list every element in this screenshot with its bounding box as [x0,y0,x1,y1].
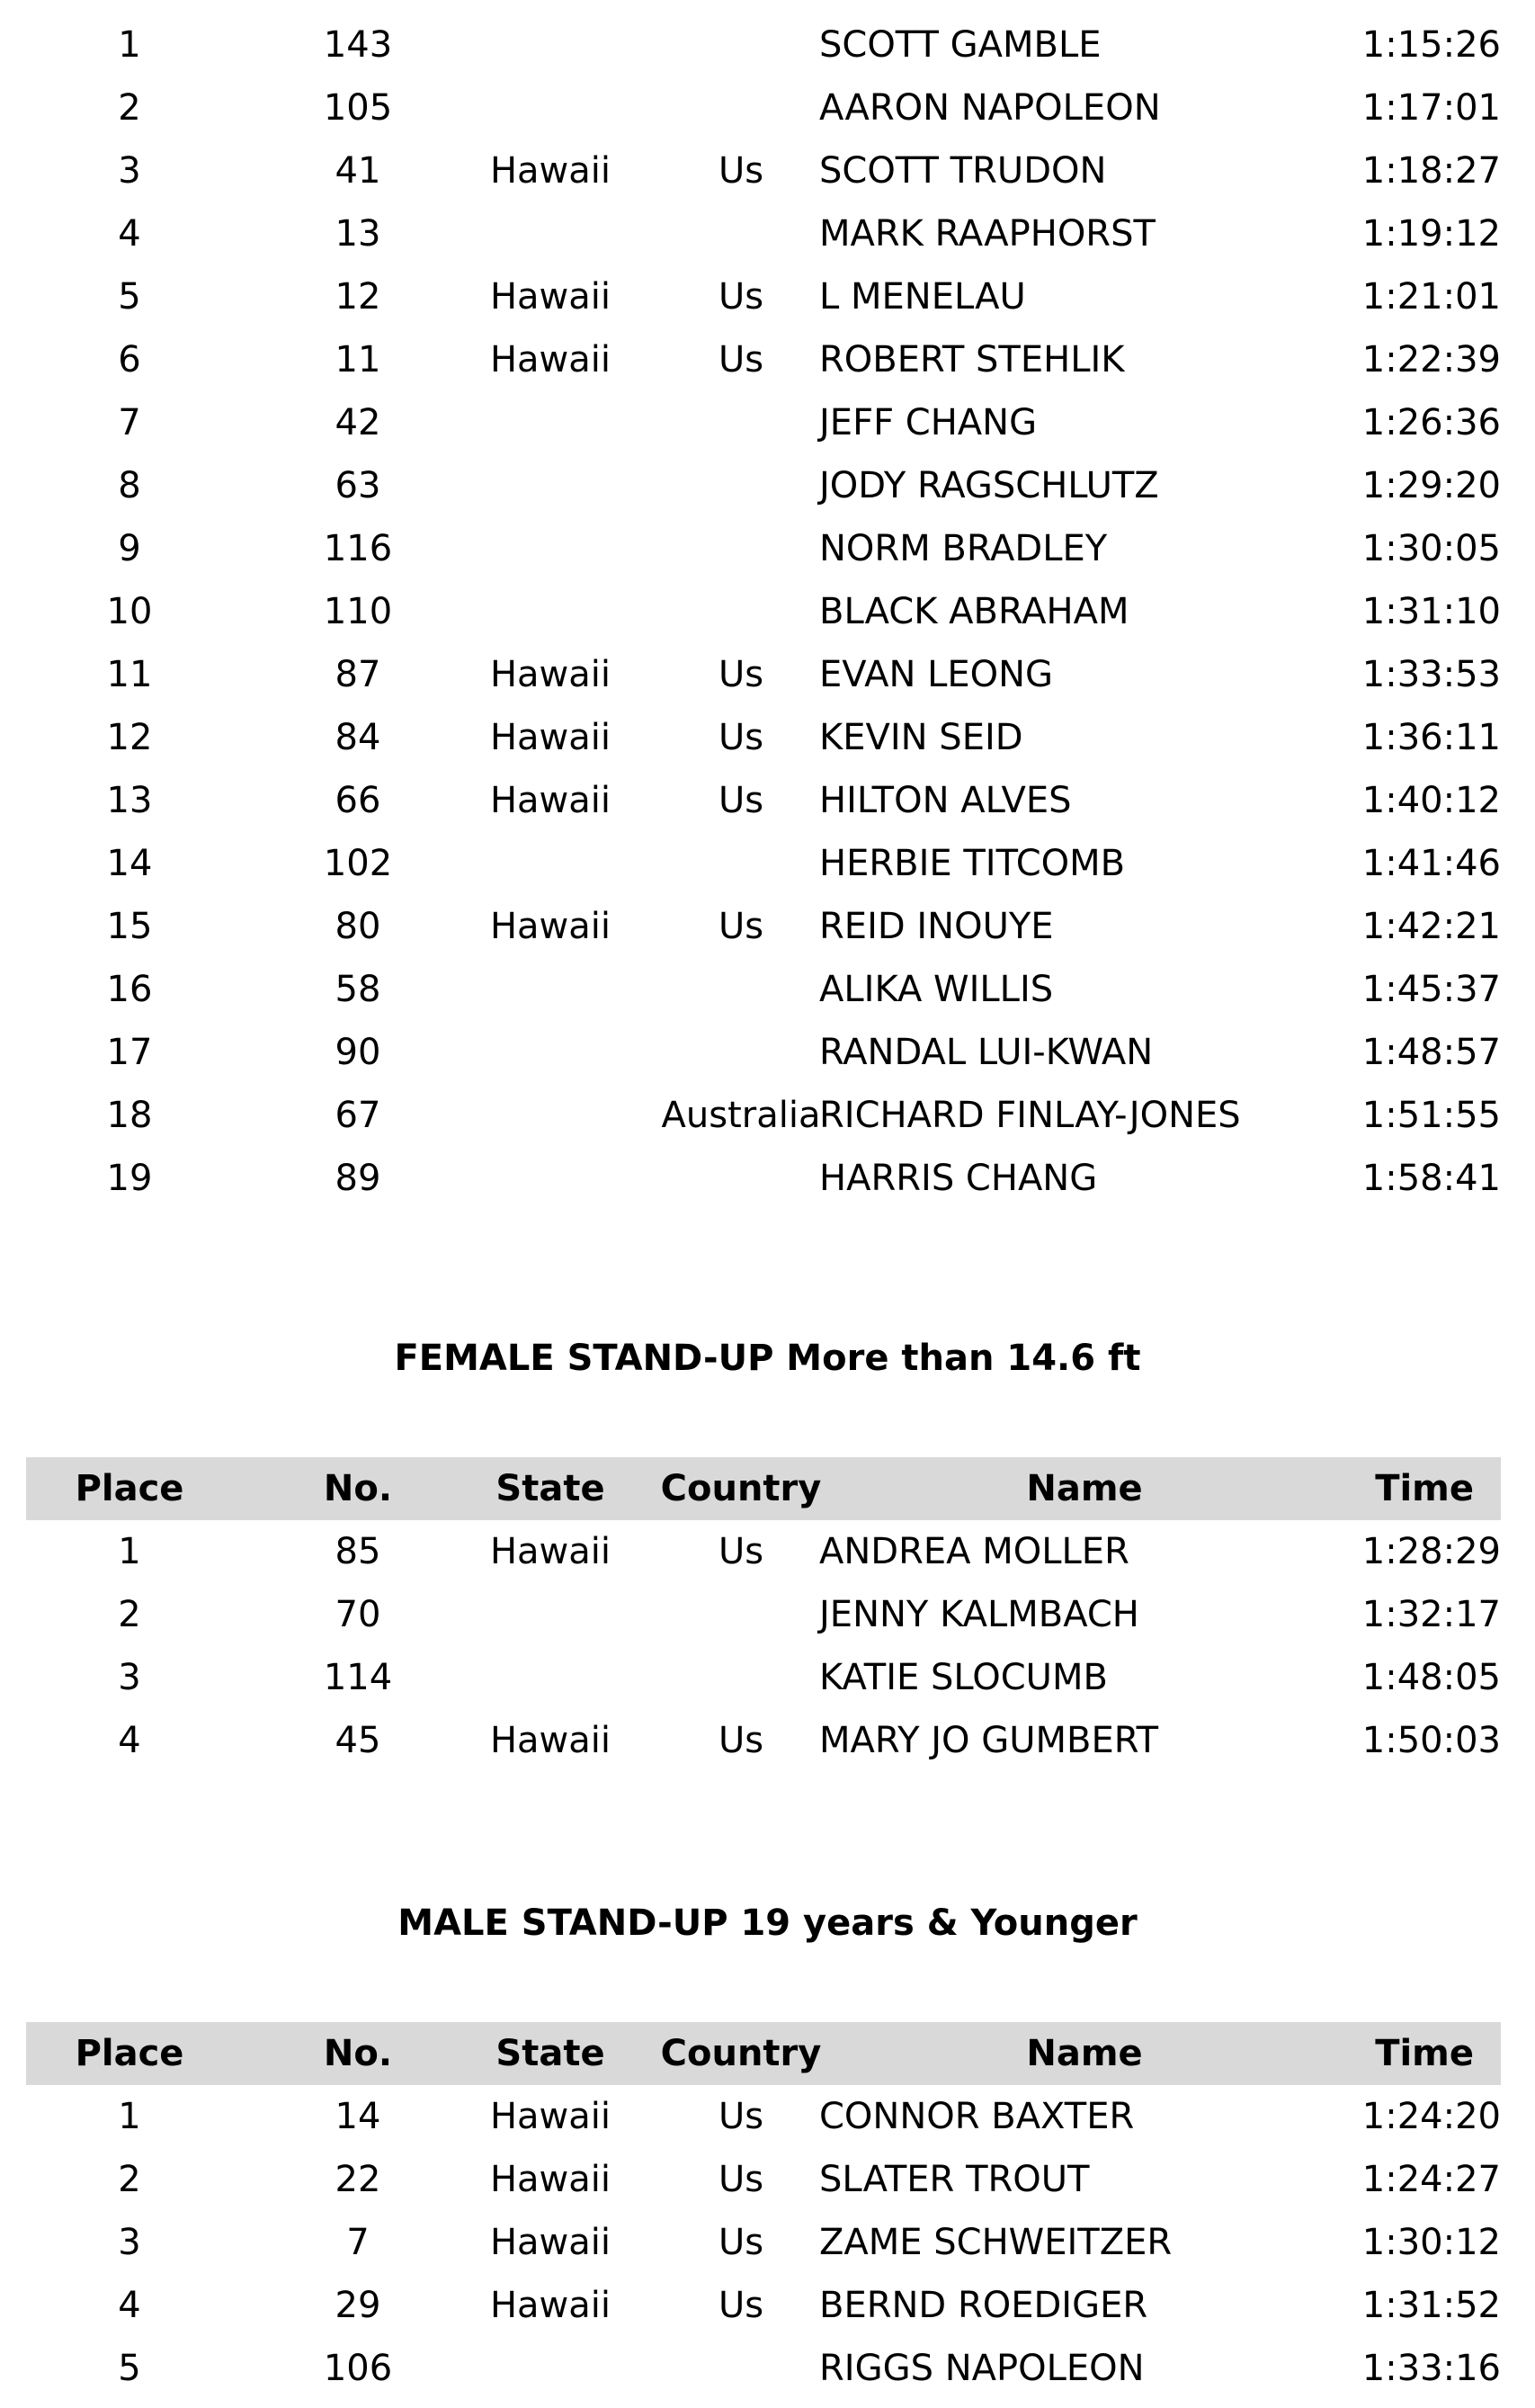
cell-country: Us [718,1720,764,1761]
cell-no: 105 [323,87,393,129]
cell-country: Us [718,780,764,821]
cell-no: 58 [335,969,381,1010]
table-row [26,139,1501,202]
cell-state: Hawaii [489,654,611,695]
table-header [26,2022,1501,2085]
cell-place: 2 [118,87,141,129]
cell-place: 4 [118,213,141,255]
cell-state: Hawaii [489,2285,611,2326]
cell-place: 17 [106,1032,153,1073]
cell-country: Us [718,150,764,192]
table-row [26,76,1501,139]
cell-name: HARRIS CHANG [819,1158,1098,1199]
cell-state: Hawaii [489,906,611,947]
cell-no: 70 [335,1594,381,1635]
table-row [26,13,1501,76]
cell-place: 15 [106,906,153,947]
cell-name: HILTON ALVES [819,780,1072,821]
table-row [26,2148,1501,2211]
cell-place: 1 [118,2096,141,2137]
cell-time: 1:36:11 [1361,717,1501,758]
column-header-name: Name [1026,1468,1143,1509]
cell-no: 87 [335,654,381,695]
cell-country: Us [718,2285,764,2326]
cell-country: Us [718,906,764,947]
table-row [26,706,1501,769]
cell-no: 90 [335,1032,381,1073]
cell-time: 1:48:05 [1361,1657,1501,1698]
cell-state: Hawaii [489,2222,611,2263]
cell-time: 1:42:21 [1361,906,1501,947]
cell-place: 18 [106,1095,153,1136]
cell-name: BERND ROEDIGER [819,2285,1148,2326]
cell-no: 89 [335,1158,381,1199]
cell-no: 84 [335,717,381,758]
cell-no: 116 [323,528,393,569]
cell-name: HERBIE TITCOMB [819,843,1126,884]
cell-time: 1:26:36 [1361,402,1501,443]
table-row [26,643,1501,706]
cell-place: 10 [106,591,153,632]
column-header-no: No. [323,1468,393,1509]
cell-country: Us [718,717,764,758]
table-row [26,1520,1501,1583]
cell-time: 1:24:20 [1361,2096,1501,2137]
cell-time: 1:33:53 [1361,654,1501,695]
cell-name: ALIKA WILLIS [819,969,1054,1010]
table-row [26,2085,1501,2148]
table-row [26,580,1501,643]
cell-state: Hawaii [489,1720,611,1761]
cell-no: 12 [335,276,381,318]
column-header-time: Time [1375,2033,1474,2074]
cell-name: KATIE SLOCUMB [819,1657,1108,1698]
table-header [26,1457,1501,1520]
cell-time: 1:45:37 [1361,969,1501,1010]
column-header-time: Time [1375,1468,1474,1509]
cell-place: 16 [106,969,153,1010]
cell-place: 4 [118,1720,141,1761]
cell-time: 1:19:12 [1361,213,1501,255]
cell-time: 1:15:26 [1361,24,1501,66]
cell-name: L MENELAU [819,276,1026,318]
cell-name: JENNY KALMBACH [819,1594,1139,1635]
cell-no: 67 [335,1095,381,1136]
table-row [26,202,1501,265]
cell-state: Hawaii [489,150,611,192]
cell-place: 4 [118,2285,141,2326]
cell-place: 12 [106,717,153,758]
cell-time: 1:32:17 [1361,1594,1501,1635]
section-title: MALE STAND-UP 19 years & Younger [397,1902,1138,1944]
table-row [26,2211,1501,2274]
cell-no: 29 [335,2285,381,2326]
cell-country: Us [718,2159,764,2200]
table-row [26,1084,1501,1147]
cell-state: Hawaii [489,717,611,758]
cell-name: NORM BRADLEY [819,528,1108,569]
cell-state: Hawaii [489,780,611,821]
cell-place: 14 [106,843,153,884]
cell-no: 45 [335,1720,381,1761]
cell-no: 7 [346,2222,370,2263]
table-row [26,1646,1501,1709]
cell-place: 7 [118,402,141,443]
cell-no: 66 [335,780,381,821]
cell-place: 1 [118,1531,141,1572]
table-row [26,1709,1501,1772]
cell-time: 1:22:39 [1361,339,1501,380]
cell-time: 1:51:55 [1361,1095,1501,1136]
cell-place: 2 [118,1594,141,1635]
cell-place: 2 [118,2159,141,2200]
cell-name: RIGGS NAPOLEON [819,2348,1145,2389]
table-row [26,391,1501,454]
cell-place: 5 [118,276,141,318]
table-row [26,895,1501,958]
cell-place: 3 [118,1657,141,1698]
table-row [26,517,1501,580]
table-row [26,1583,1501,1646]
cell-name: RANDAL LUI-KWAN [819,1032,1154,1073]
cell-name: MARK RAAPHORST [819,213,1156,255]
cell-time: 1:30:12 [1361,2222,1501,2263]
table-row [26,769,1501,832]
column-header-state: State [495,2033,605,2074]
cell-place: 9 [118,528,141,569]
cell-place: 3 [118,2222,141,2263]
cell-name: ANDREA MOLLER [819,1531,1129,1572]
cell-state: Hawaii [489,1531,611,1572]
cell-no: 22 [335,2159,381,2200]
cell-no: 114 [323,1657,393,1698]
cell-country: Us [718,2222,764,2263]
cell-state: Hawaii [489,2159,611,2200]
cell-no: 80 [335,906,381,947]
column-header-place: Place [75,1468,184,1509]
table-row [26,265,1501,328]
cell-name: EVAN LEONG [819,654,1054,695]
cell-time: 1:40:12 [1361,780,1501,821]
cell-name: JEFF CHANG [819,402,1038,443]
cell-name: MARY JO GUMBERT [819,1720,1159,1761]
cell-no: 85 [335,1531,381,1572]
cell-place: 13 [106,780,153,821]
cell-place: 1 [118,24,141,66]
column-header-name: Name [1026,2033,1143,2074]
cell-place: 19 [106,1158,153,1199]
cell-no: 102 [323,843,393,884]
cell-country: Us [718,339,764,380]
column-header-place: Place [75,2033,184,2074]
cell-time: 1:41:46 [1361,843,1501,884]
cell-time: 1:31:10 [1361,591,1501,632]
cell-name: ZAME SCHWEITZER [819,2222,1173,2263]
cell-no: 41 [335,150,381,192]
cell-country: Australia [661,1095,821,1136]
cell-no: 110 [323,591,393,632]
table-row [26,2337,1501,2400]
cell-name: JODY RAGSCHLUTZ [819,465,1159,506]
cell-no: 143 [323,24,393,66]
cell-country: Us [718,1531,764,1572]
cell-time: 1:17:01 [1361,87,1501,129]
cell-name: CONNOR BAXTER [819,2096,1135,2137]
cell-name: SCOTT TRUDON [819,150,1107,192]
cell-name: BLACK ABRAHAM [819,591,1129,632]
cell-no: 63 [335,465,381,506]
cell-time: 1:33:16 [1361,2348,1501,2389]
cell-no: 42 [335,402,381,443]
table-row [26,832,1501,895]
cell-no: 106 [323,2348,393,2389]
cell-time: 1:48:57 [1361,1032,1501,1073]
cell-place: 8 [118,465,141,506]
cell-name: KEVIN SEID [819,717,1023,758]
section-title: FEMALE STAND-UP More than 14.6 ft [394,1338,1141,1379]
table-row [26,328,1501,391]
cell-time: 1:50:03 [1361,1720,1501,1761]
cell-time: 1:28:29 [1361,1531,1501,1572]
table-row [26,958,1501,1021]
cell-place: 11 [106,654,153,695]
table-row [26,454,1501,517]
cell-time: 1:30:05 [1361,528,1501,569]
cell-state: Hawaii [489,339,611,380]
cell-name: AARON NAPOLEON [819,87,1161,129]
cell-state: Hawaii [489,2096,611,2137]
cell-no: 13 [335,213,381,255]
cell-no: 11 [335,339,381,380]
column-header-state: State [495,1468,605,1509]
cell-country: Us [718,654,764,695]
cell-country: Us [718,2096,764,2137]
column-header-country: Country [660,2033,822,2074]
column-header-country: Country [660,1468,822,1509]
cell-name: RICHARD FINLAY-JONES [819,1095,1241,1136]
cell-place: 3 [118,150,141,192]
table-row [26,1021,1501,1084]
table-row [26,1147,1501,1210]
cell-name: ROBERT STEHLIK [819,339,1125,380]
cell-no: 14 [335,2096,381,2137]
cell-time: 1:58:41 [1361,1158,1501,1199]
cell-name: SLATER TROUT [819,2159,1090,2200]
table-row [26,2274,1501,2337]
cell-name: REID INOUYE [819,906,1054,947]
cell-name: SCOTT GAMBLE [819,24,1102,66]
cell-time: 1:18:27 [1361,150,1501,192]
cell-state: Hawaii [489,276,611,318]
cell-time: 1:24:27 [1361,2159,1501,2200]
cell-country: Us [718,276,764,318]
cell-time: 1:29:20 [1361,465,1501,506]
cell-time: 1:21:01 [1361,276,1501,318]
cell-place: 6 [118,339,141,380]
cell-time: 1:31:52 [1361,2285,1501,2326]
cell-place: 5 [118,2348,141,2389]
column-header-no: No. [323,2033,393,2074]
